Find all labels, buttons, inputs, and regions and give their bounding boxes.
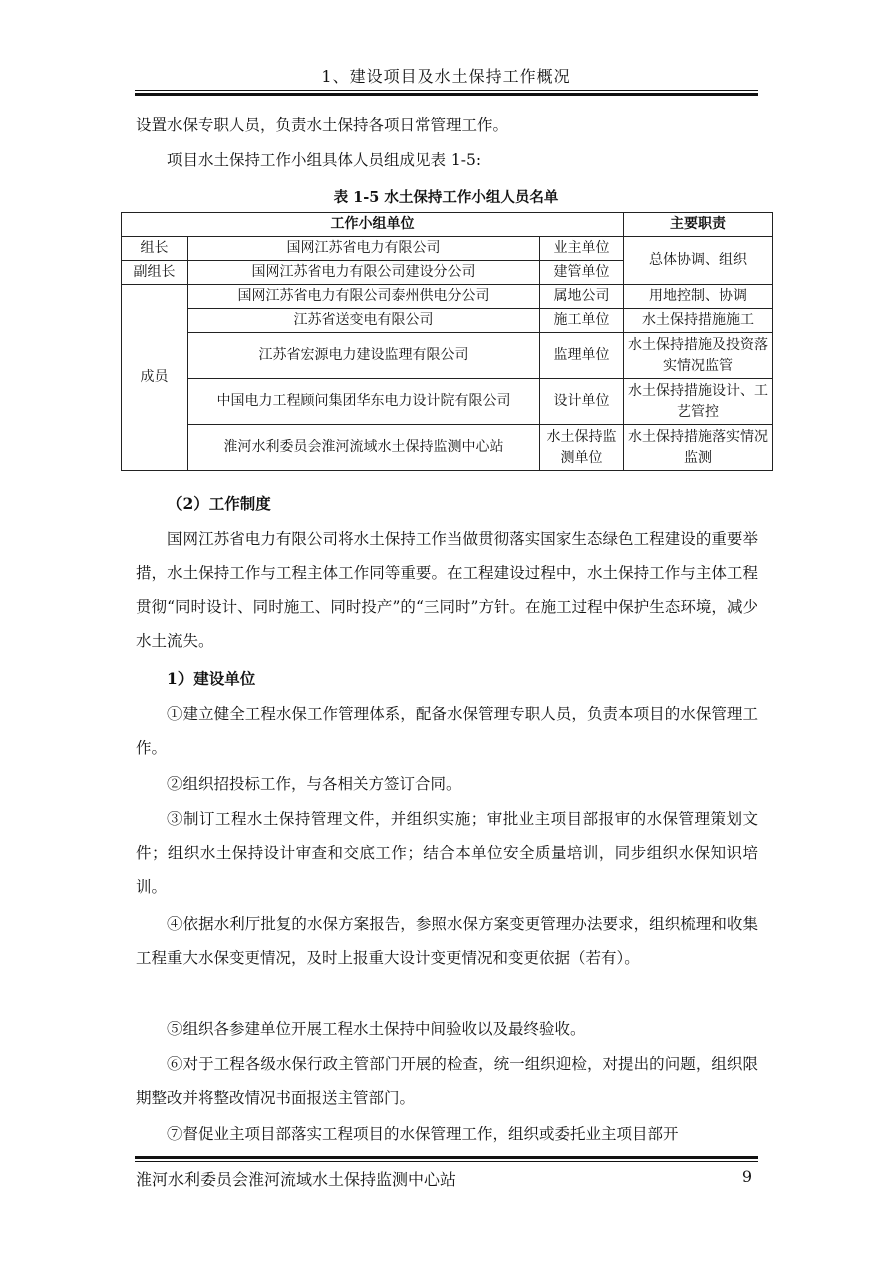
page-number: 9 xyxy=(741,1167,752,1186)
org-cell: 中国电力工程顾问集团华东电力设计院有限公司 xyxy=(188,379,540,425)
duty-cell: 用地控制、协调 xyxy=(624,285,773,309)
type-cell: 设计单位 xyxy=(540,379,624,425)
table-header-row xyxy=(122,213,773,237)
duty-cell: 水土保持措施设计、工艺管控 xyxy=(624,379,773,425)
org-cell: 国网江苏省电力有限公司 xyxy=(188,237,540,261)
header-unit: 工作小组单位 xyxy=(122,213,624,237)
org-cell: 国网江苏省电力有限公司泰州供电分公司 xyxy=(188,285,540,309)
type-cell: 属地公司 xyxy=(540,285,624,309)
org-cell: 淮河水利委员会淮河流域水土保持监测中心站 xyxy=(188,425,540,471)
role-cell: 副组长 xyxy=(122,261,188,285)
header-rule-thin xyxy=(135,90,758,91)
org-cell: 国网江苏省电力有限公司建设分公司 xyxy=(188,261,540,285)
type-cell: 建管单位 xyxy=(540,261,624,285)
footer-organization: 淮河水利委员会淮河流域水土保持监测中心站 xyxy=(136,1170,457,1189)
footer-rule-thick xyxy=(135,1156,758,1159)
table-row xyxy=(122,333,773,379)
org-cell: 江苏省宏源电力建设监理有限公司 xyxy=(188,333,540,379)
header-rule-thick xyxy=(135,93,758,96)
duty-cell: 总体协调、组织 xyxy=(624,237,773,285)
duty-cell: 水土保持措施施工 xyxy=(624,309,773,333)
duty-cell: 水土保持措施及投资落实情况监管 xyxy=(624,333,773,379)
table-row xyxy=(122,379,773,425)
section-heading: （2）工作制度 xyxy=(167,494,271,513)
list-item: ④依据水利厅批复的水保方案报告，参照水保方案变更管理办法要求，组织梳理和收集工程重大水保变更情况，及时上报重大设计变更情况和变更依据（若有）。 xyxy=(136,915,758,967)
list-item: ③制订工程水土保持管理文件，并组织实施；审批业主项目部报审的水保管理策划文件；组织水土保持设计审查和交底工作；结合本单位安全质量培训，同步组织水保知识培训。 xyxy=(136,810,758,896)
table-row xyxy=(122,309,773,333)
subheading: 1）建设单位 xyxy=(167,669,256,688)
list-item: ⑥对于工程各级水保行政主管部门开展的检查，统一组织迎检，对提出的问题，组织限期整改并将整改情况书面报送主管部门。 xyxy=(136,1055,758,1107)
list-item: ②组织招投标工作，与各相关方签订合同。 xyxy=(167,775,462,793)
table-row xyxy=(122,285,773,309)
list-item: ①建立健全工程水保工作管理体系，配备水保管理专职人员，负责本项目的水保管理工作。 xyxy=(136,705,758,757)
table-title: 表 1-5 水土保持工作小组人员名单 xyxy=(333,189,559,206)
staff-table xyxy=(121,212,773,471)
duty-cell: 水土保持措施落实情况监测 xyxy=(624,425,773,471)
role-cell: 组长 xyxy=(122,237,188,261)
footer-rule-thin xyxy=(135,1161,758,1162)
list-item: ⑦督促业主项目部落实工程项目的水保管理工作，组织或委托业主项目部开 xyxy=(167,1125,679,1143)
list-item: ⑤组织各参建单位开展工程水土保持中间验收以及最终验收。 xyxy=(167,1020,586,1038)
running-header: 1、建设项目及水土保持工作概况 xyxy=(321,67,571,86)
intro-line-2: 项目水土保持工作小组具体人员组成见表 1-5: xyxy=(167,151,482,169)
type-cell: 施工单位 xyxy=(540,309,624,333)
org-cell: 江苏省送变电有限公司 xyxy=(188,309,540,333)
intro-line-1: 设置水保专职人员，负责水土保持各项日常管理工作。 xyxy=(136,116,509,134)
table-row xyxy=(122,425,773,471)
type-cell: 业主单位 xyxy=(540,237,624,261)
role-cell: 成员 xyxy=(122,285,188,471)
table-row xyxy=(122,237,773,261)
header-duty: 主要职责 xyxy=(624,213,773,237)
type-cell: 水土保持监测单位 xyxy=(540,425,624,471)
type-cell: 监理单位 xyxy=(540,333,624,379)
section-paragraph: 国网江苏省电力有限公司将水土保持工作当做贯彻落实国家生态绿色工程建设的重要举措，水土保持工作与工程主体工作同等重要。在工程建设过程中，水土保持工作与主体工程贯彻“同时设计、同时施工、同时投产”的“三同时”方针。在施工过程中保护生态环境，减少水土流失。 xyxy=(136,530,758,650)
